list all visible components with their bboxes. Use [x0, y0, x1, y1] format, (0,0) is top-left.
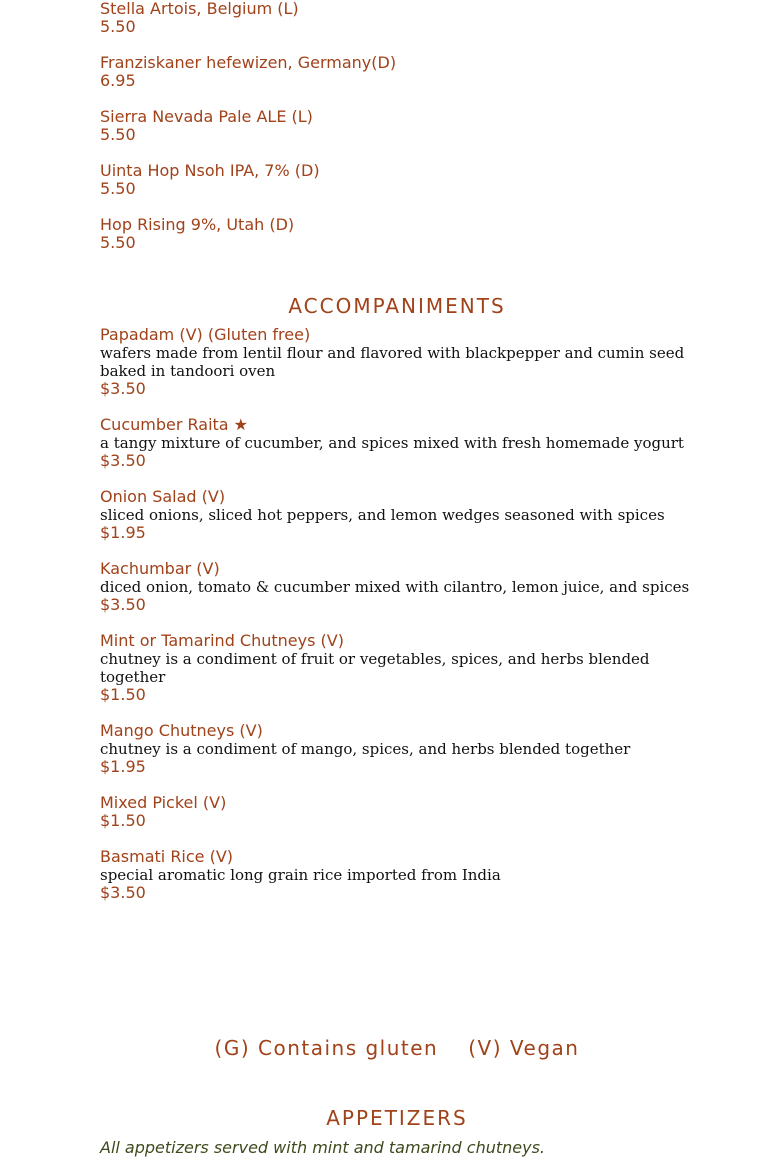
menu-item [100, 722, 700, 776]
appetizers-note: All appetizers served with mint and tamarind chutneys. [100, 1138, 546, 1157]
menu-item [100, 488, 700, 542]
menu-item-price: $3.50 [100, 883, 146, 902]
menu-item-price: $1.50 [100, 811, 146, 830]
accompaniments-list [100, 326, 700, 920]
menu-item-name: Cucumber Raita ★ [100, 415, 249, 434]
menu-item-price: $1.95 [100, 523, 146, 542]
beer-price: 6.95 [100, 71, 136, 90]
menu-item-description: wafers made from lentil flour and flavored with blackpepper and cumin seed baked in tandoori oven [100, 344, 685, 380]
beer-list [100, 0, 700, 270]
beer-price: 5.50 [100, 125, 136, 144]
menu-item-name: Mixed Pickel (V) [100, 793, 227, 812]
menu-item-name: Papadam (V) (Gluten free) [100, 325, 311, 344]
beer-name: Hop Rising 9%, Utah (D) [100, 215, 295, 234]
menu-item-description: chutney is a condiment of fruit or vegetables, spices, and herbs blended together [100, 650, 650, 686]
beer-name: Uinta Hop Nsoh IPA, 7% (D) [100, 161, 320, 180]
menu-item-price: $3.50 [100, 451, 146, 470]
menu-item-name: Basmati Rice (V) [100, 847, 234, 866]
menu-item [100, 794, 700, 830]
beer-name: Sierra Nevada Pale ALE (L) [100, 107, 313, 126]
menu-item-name: Onion Salad (V) [100, 487, 226, 506]
menu-item-name: Mint or Tamarind Chutneys (V) [100, 631, 344, 650]
menu-item-price: $3.50 [100, 595, 146, 614]
beer-price: 5.50 [100, 17, 136, 36]
menu-item-name: Kachumbar (V) [100, 559, 220, 578]
menu-item-price: $1.50 [100, 685, 146, 704]
menu-item [100, 848, 700, 902]
menu-item-price: $3.50 [100, 379, 146, 398]
beer-price: 5.50 [100, 233, 136, 252]
beer-price: 5.50 [100, 179, 136, 198]
menu-item [100, 560, 700, 614]
beer-item [100, 54, 700, 90]
section-heading-accompaniments: ACCOMPANIMENTS [288, 294, 506, 318]
dietary-legend [0, 1036, 770, 1060]
menu-item-description: diced onion, tomato & cucumber mixed with cilantro, lemon juice, and spices [100, 578, 690, 596]
menu-item [100, 416, 700, 470]
menu-item-description: a tangy mixture of cucumber, and spices mixed with fresh homemade yogurt [100, 434, 684, 452]
menu-item-price: $1.95 [100, 757, 146, 776]
menu-item [100, 326, 700, 398]
beer-item [100, 0, 700, 36]
beer-name: Stella Artois, Belgium (L) [100, 0, 299, 18]
beer-item [100, 162, 700, 198]
menu-item-description: chutney is a condiment of mango, spices, and herbs blended together [100, 740, 631, 758]
legend-gluten: (G) Contains gluten [214, 1036, 439, 1060]
section-heading-appetizers: APPETIZERS [326, 1106, 468, 1130]
beer-item [100, 216, 700, 252]
menu-item-name: Mango Chutneys (V) [100, 721, 263, 740]
menu-item-description: sliced onions, sliced hot peppers, and lemon wedges seasoned with spices [100, 506, 665, 524]
menu-item-description: special aromatic long grain rice imported from India [100, 866, 501, 884]
beer-name: Franziskaner hefewizen, Germany(D) [100, 53, 397, 72]
menu-item [100, 632, 700, 704]
beer-item [100, 108, 700, 144]
legend-vegan: (V) Vegan [468, 1036, 580, 1060]
